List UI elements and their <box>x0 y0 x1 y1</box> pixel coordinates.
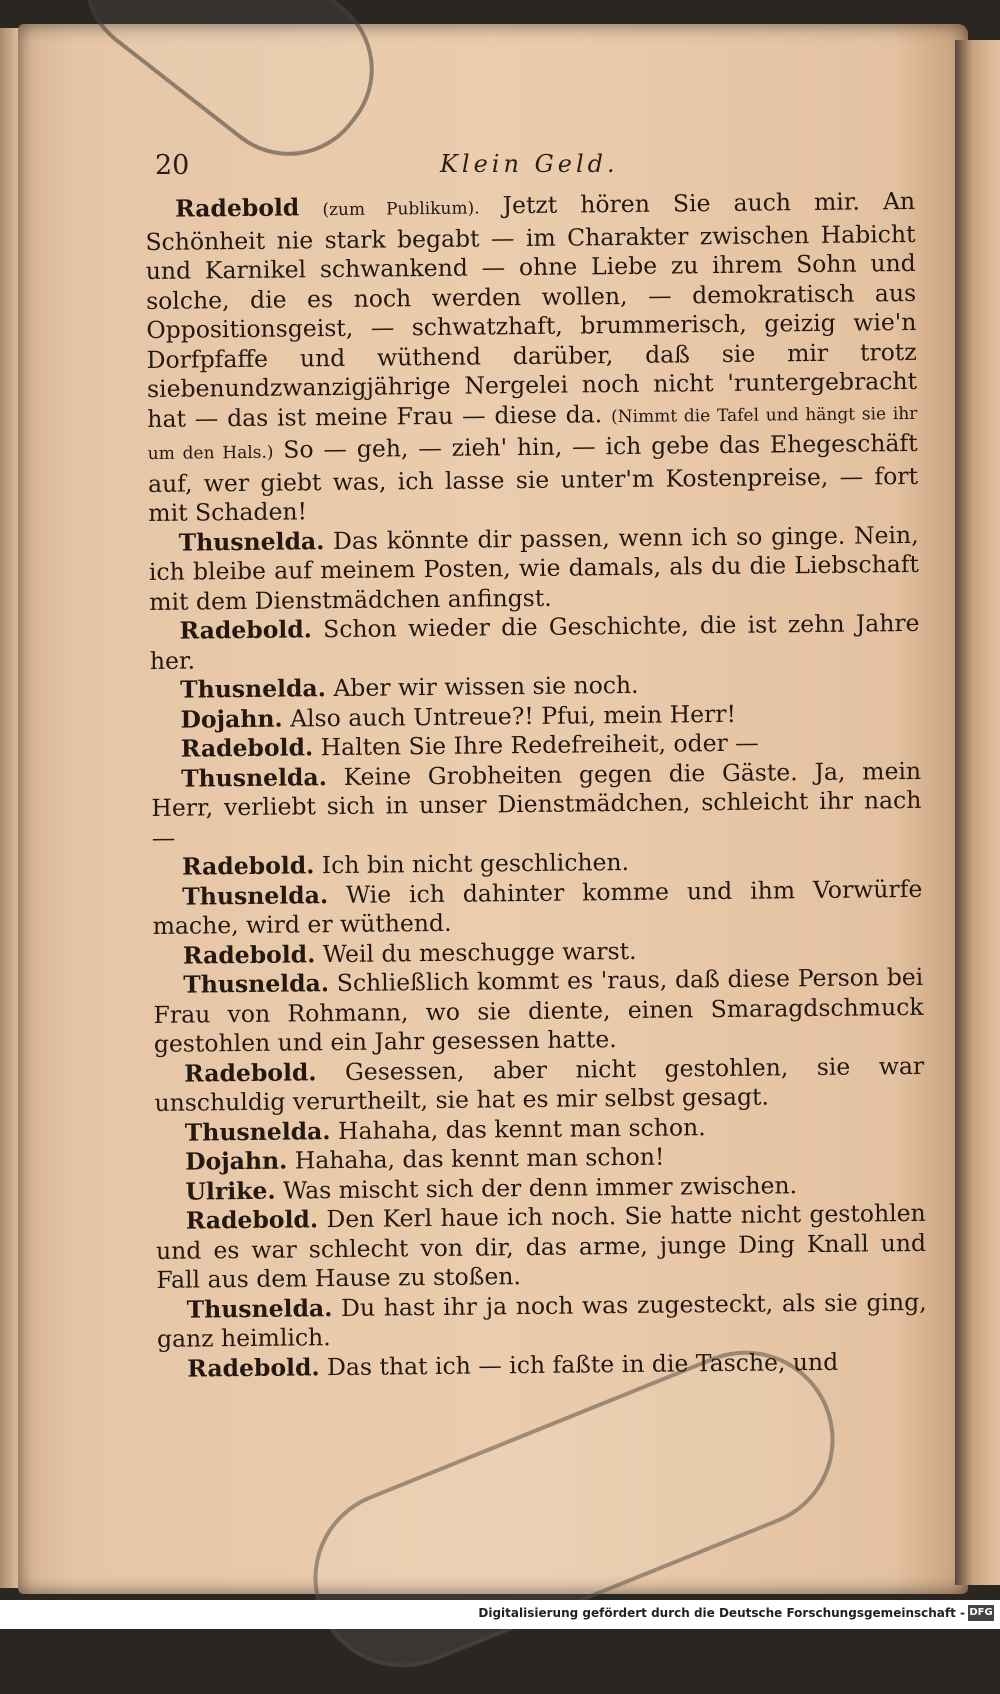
digitization-footer <box>0 1600 1000 1629</box>
page-number: 20 <box>155 150 190 181</box>
stage-direction: (zum Publikum). <box>322 198 480 221</box>
dialogue-text: Aber wir wissen sie noch. <box>333 670 639 703</box>
speaker-name: Thusnelda. <box>180 674 327 704</box>
dialogue-text: Hahaha, das kennt man schon! <box>294 1142 665 1175</box>
speaker-name: Radebold. <box>182 939 316 970</box>
dialogue-paragraph <box>154 1051 925 1118</box>
dialogue-text: Den Kerl haue ich noch. Sie hatte nicht gestohlen und es war schlecht von dir, das arme, junge Ding Knall und Fall aus dem Hause zu stoßen. <box>155 1198 927 1294</box>
speaker-name: Radebold. <box>185 1205 319 1235</box>
dialogue-paragraph <box>149 609 920 676</box>
speaker-name: Radebold <box>174 193 300 223</box>
speaker-name: Radebold. <box>181 851 315 881</box>
dialogue-text: Schließlich kommt es 'raus, daß diese Person bei Frau von Rohmann, wo sie diente, einen Smaragdschmuck gestohlen und ein Jahr gesessen hatte. <box>153 962 924 1058</box>
dialogue-text: Schon wieder die Geschichte, die ist zehn Jahre her. <box>149 608 920 675</box>
dfg-logo-icon: DFG <box>968 1605 994 1621</box>
speaker-name: Ulrike. <box>185 1176 276 1206</box>
dialogue-text: Hahaha, das kennt man schon. <box>337 1112 706 1145</box>
speaker-name: Radebold. <box>180 733 314 763</box>
dialogue-text: Wie ich dahinter komme und ihm Vorwürfe mache, wird er wüthend. <box>152 874 923 940</box>
dialogue-paragraph <box>151 756 922 853</box>
speaker-name: Thusnelda. <box>178 526 325 557</box>
speaker-name: Thusnelda. <box>183 969 330 999</box>
speaker-name: Dojahn. <box>180 704 283 734</box>
speaker-name: Radebold. <box>179 615 313 645</box>
stage-direction: (Nimmt die Tafel und hängt sie ihr um den Hals.) <box>147 403 918 464</box>
dialogue-text: Was mischt sich der denn immer zwischen. <box>282 1170 798 1205</box>
dialogue-text: Also auch Untreue?! Pfui, mein Herr! <box>289 699 737 733</box>
dialogue-text: Weil du meschugge warst. <box>322 936 637 968</box>
dialogue-text: Du hast ihr ja noch was zugesteckt, als sie ging, ganz heimlich. <box>156 1287 927 1353</box>
dialogue-paragraph <box>152 874 923 941</box>
speaker-name: Thusnelda. <box>184 1116 331 1147</box>
speaker-name: Dojahn. <box>184 1146 288 1176</box>
speaker-name: Thusnelda. <box>186 1293 333 1324</box>
dialogue-paragraph <box>148 520 919 617</box>
speaker-name: Radebold. <box>187 1352 320 1383</box>
dialogue-text: Das könnte dir passen, wenn ich so ginge. Nein, ich bleibe auf meinem Posten, wie damals, als du die Liebschaft mit dem Dienstmädchen anfingst. <box>148 520 920 616</box>
dialogue-text: So — geh, — zieh' hin, — ich gebe das Ehegeschäft auf, wer giebt was, ich lasse sie unter'm Kostenpreise, — fort mit Schaden! <box>147 428 919 527</box>
dialogue-text: Halten Sie Ihre Redefreiheit, oder — <box>320 728 759 762</box>
dialogue-text: Ich bin nicht geschlichen. <box>321 847 630 880</box>
page-text <box>145 187 927 1384</box>
dialogue-paragraph <box>157 1287 928 1354</box>
dialogue-text: Gesessen, aber nicht gestohlen, sie war unschuldig verurtheilt, sie hat es mir selbst gesagt. <box>154 1051 925 1117</box>
funding-credit: Digitalisierung gefördert durch die Deutsche Forschungsgemeinschaft - <box>478 1606 965 1620</box>
page-header <box>0 150 1000 190</box>
dialogue-text: Jetzt hören Sie auch mir. An Schönheit nie stark begabt — im Charakter zwischen Habicht und Karnikel schwankend — ohne Liebe zu ihrem Sohn und solche, die es noch werden wollen, — demokratisch aus Oppositionsgeist, — schwatzhaft, brummerisch, geizig wie'n Dorfpfaffe und wüthend darüber, daß sie mir trotz siebenundzwanzigjährige Nergelei noch nicht 'runtergebracht hat — das ist meine Frau — diese da. <box>145 186 918 433</box>
dialogue-paragraph <box>156 1199 927 1296</box>
dialogue-text: Das that ich — ich faßte in die Tasche, und <box>326 1347 839 1381</box>
dialogue-text: Keine Grobheiten gegen die Gäste. Ja, mein Herr, verliebt sich in unser Dienstmädchen, schleicht ihr nach — <box>151 756 922 852</box>
speaker-name: Thusnelda. <box>182 880 329 911</box>
running-title: Klein Geld. <box>440 150 619 178</box>
speaker-name: Radebold. <box>184 1057 317 1088</box>
next-page-edge <box>955 40 1000 1585</box>
speaker-name: Thusnelda. <box>180 762 327 793</box>
dialogue-paragraph <box>153 963 924 1060</box>
dialogue-paragraph <box>145 187 918 529</box>
